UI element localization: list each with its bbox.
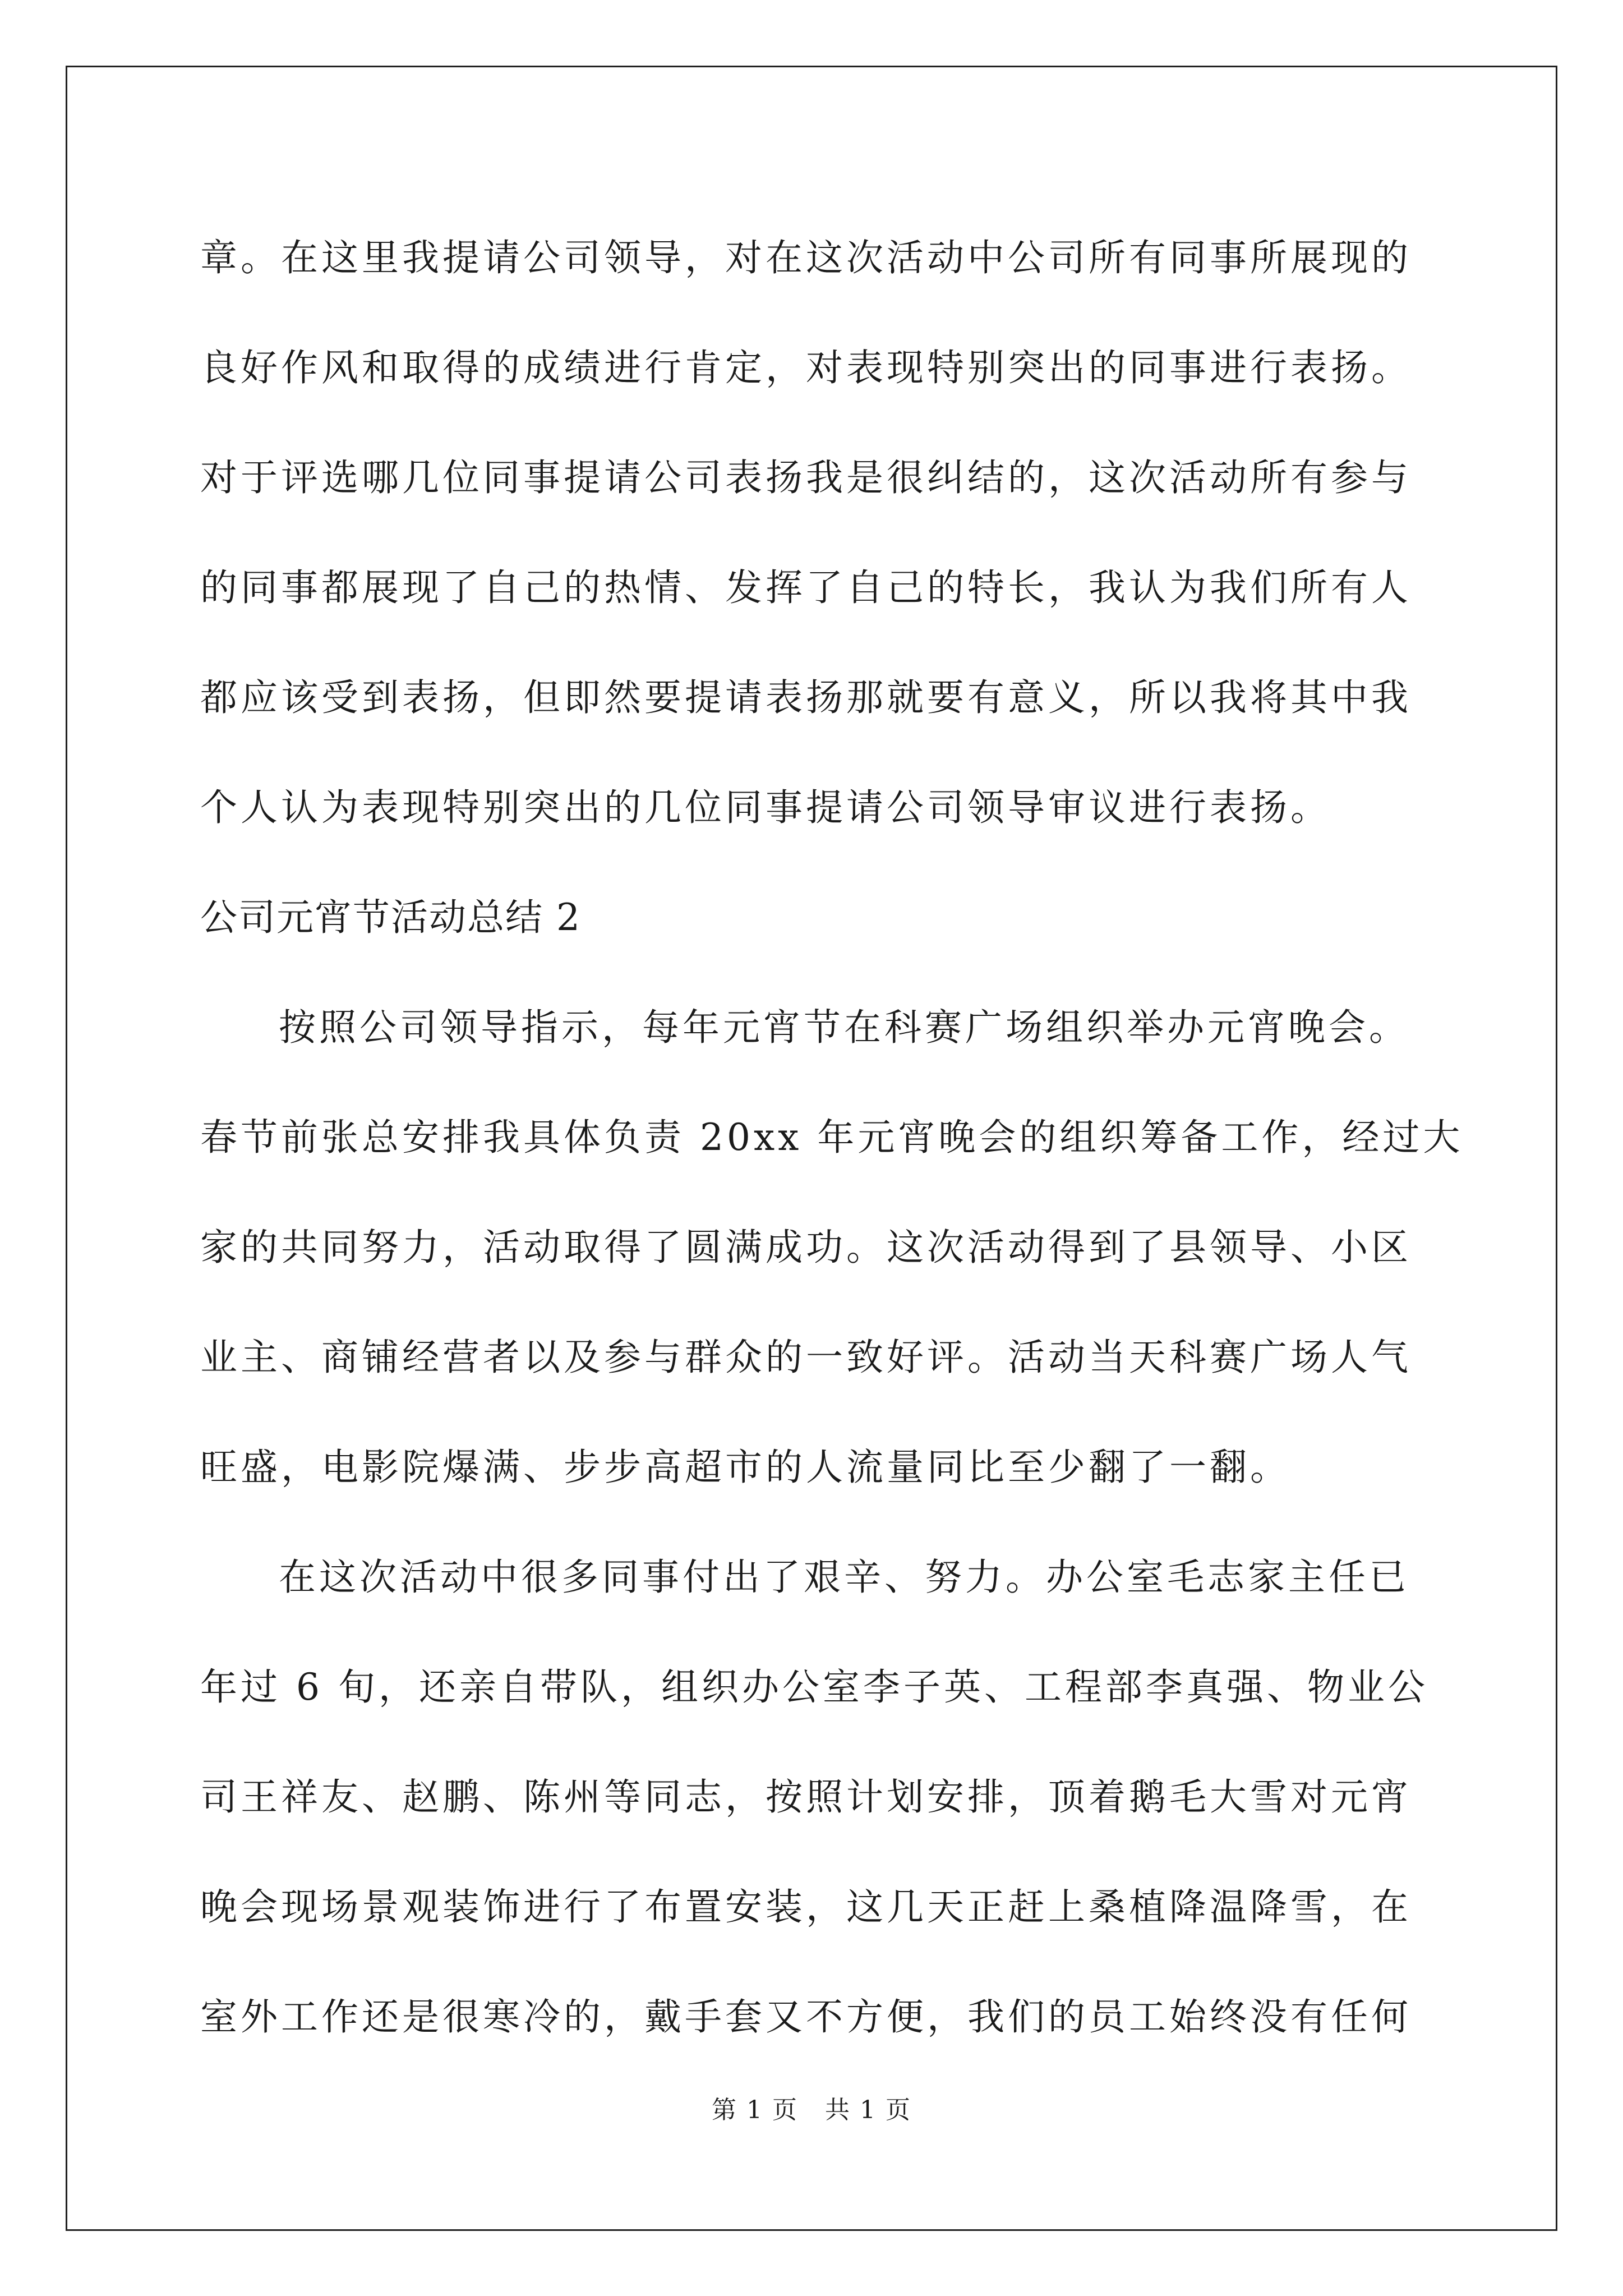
text-line: 旺盛，电影院爆满、步步高超市的人流量同比至少翻了一翻。: [200, 1446, 1290, 1489]
section-heading: 公司元宵节活动总结 2: [200, 896, 581, 939]
text-line: 良好作风和取得的成绩进行肯定，对表现特别突出的同事进行表扬。: [200, 346, 1412, 389]
text-line: 晚会现场景观装饰进行了布置安装，这几天正赶上桑植降温降雪，在: [200, 1885, 1412, 1929]
text-line: 家的共同努力，活动取得了圆满成功。这次活动得到了县领导、小区: [200, 1226, 1412, 1269]
paragraph-first-line: 按照公司领导指示，每年元宵节在科赛广场组织举办元宵晚会。: [279, 1006, 1409, 1049]
text-line: 年过 6 旬，还亲自带队，组织办公室李子英、工程部李真强、物业公: [200, 1665, 1428, 1709]
page-footer: [0, 2090, 1623, 2125]
text-line: 司王祥友、赵鹏、陈州等同志，按照计划安排，顶着鹅毛大雪对元宵: [200, 1775, 1412, 1819]
page-number: 第 1 页: [712, 2096, 799, 2124]
text-line: 个人认为表现特别突出的几位同事提请公司领导审议进行表扬。: [200, 786, 1331, 829]
text-line: 都应该受到表扬，但即然要提请表扬那就要有意义，所以我将其中我: [200, 676, 1412, 719]
text-line: 章。在这里我提请公司领导，对在这次活动中公司所有同事所展现的: [200, 236, 1412, 279]
text-line: 业主、商铺经营者以及参与群众的一致好评。活动当天科赛广场人气: [200, 1336, 1412, 1379]
text-line: 室外工作还是很寒冷的，戴手套又不方便，我们的员工始终没有任何: [200, 1995, 1412, 2039]
text-line: 的同事都展现了自己的热情、发挥了自己的特长，我认为我们所有人: [200, 566, 1412, 609]
text-line: 春节前张总安排我具体负责 20xx 年元宵晚会的组织筹备工作，经过大: [200, 1116, 1464, 1159]
text-line: 对于评选哪几位同事提请公司表扬我是很纠结的，这次活动所有参与: [200, 456, 1412, 499]
page-total: 共 1 页: [824, 2096, 911, 2124]
paragraph-first-line: 在这次活动中很多同事付出了艰辛、努力。办公室毛志家主任已: [279, 1556, 1409, 1599]
document-body: [200, 213, 1464, 2082]
